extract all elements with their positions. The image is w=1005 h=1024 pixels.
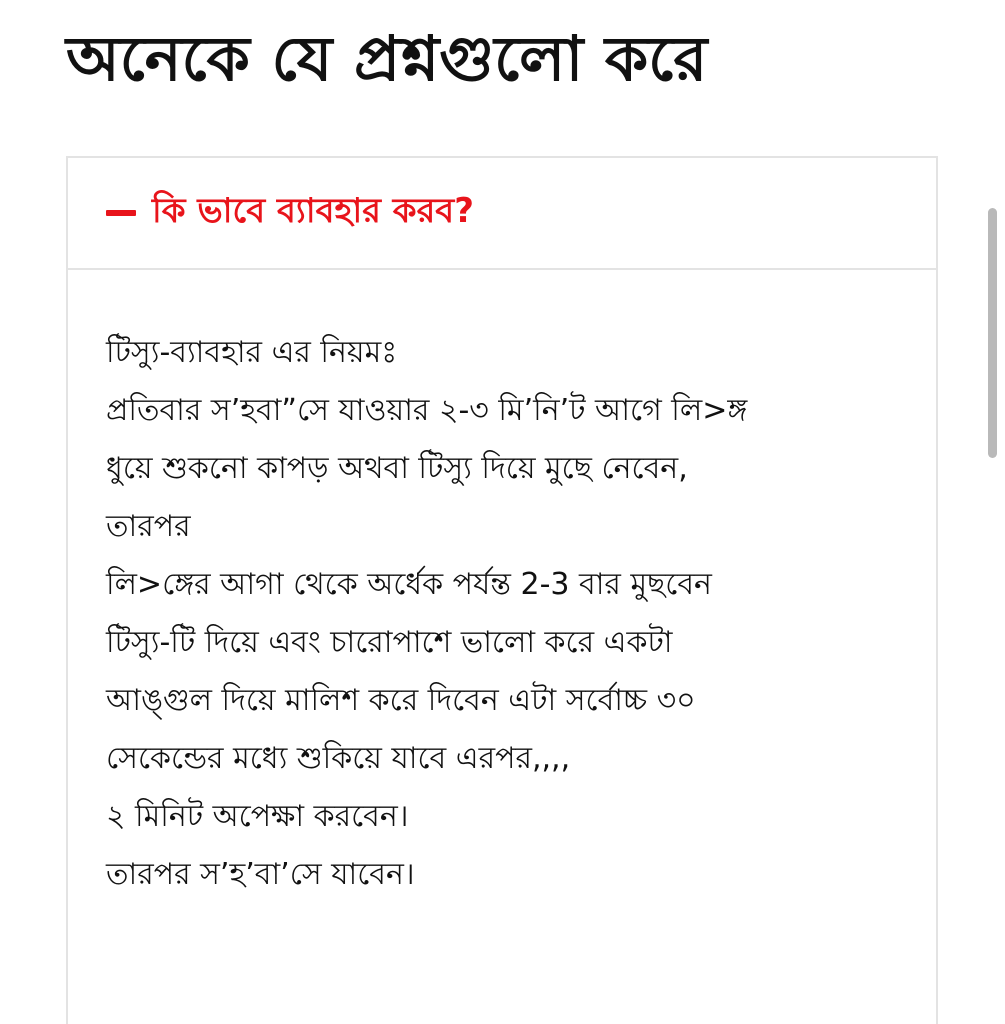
answer-line: আঙ্গুল দিয়ে মালিশ করে দিবেন এটা সর্বোচ্চ ৩০ (106, 683, 696, 718)
scrollbar-thumb[interactable] (988, 208, 997, 458)
answer-line: তারপর স’হ’বা’সে যাবেন। (106, 857, 415, 892)
answer-line: টিস্যু-ব্যাবহার এর নিয়মঃ (106, 335, 398, 370)
answer-line: ২ মিনিট অপেক্ষা করবেন। (106, 799, 409, 834)
answer-line: সেকেন্ডের মধ্যে শুকিয়ে যাবে এরপর,,,, (106, 741, 571, 776)
page-title: অনেকে যে প্রশ্নগুলো করে (66, 22, 708, 95)
answer-line: ধুয়ে শুকনো কাপড় অথবা টিস্যু দিয়ে মুছে নেবেন, (106, 451, 688, 486)
faq-accordion (66, 156, 938, 1024)
minus-icon (106, 210, 136, 216)
faq-question-text: কি ভাবে ব্যাবহার করব? (152, 190, 474, 231)
answer-line: লি>ঙ্গের আগা থেকে অর্ধেক পর্যন্ত 2-3 বার মুছবেন (106, 567, 712, 602)
faq-answer (68, 270, 936, 904)
answer-line: তারপর (106, 509, 191, 544)
answer-line: টিস্যু-টি দিয়ে এবং চারোপাশে ভালো করে একটা (106, 625, 673, 660)
answer-line: প্রতিবার স’হবা”সে যাওয়ার ২-৩ মি’নি’ট আগে লি>ঙ্গ (106, 393, 748, 428)
faq-question-toggle[interactable] (68, 158, 936, 270)
